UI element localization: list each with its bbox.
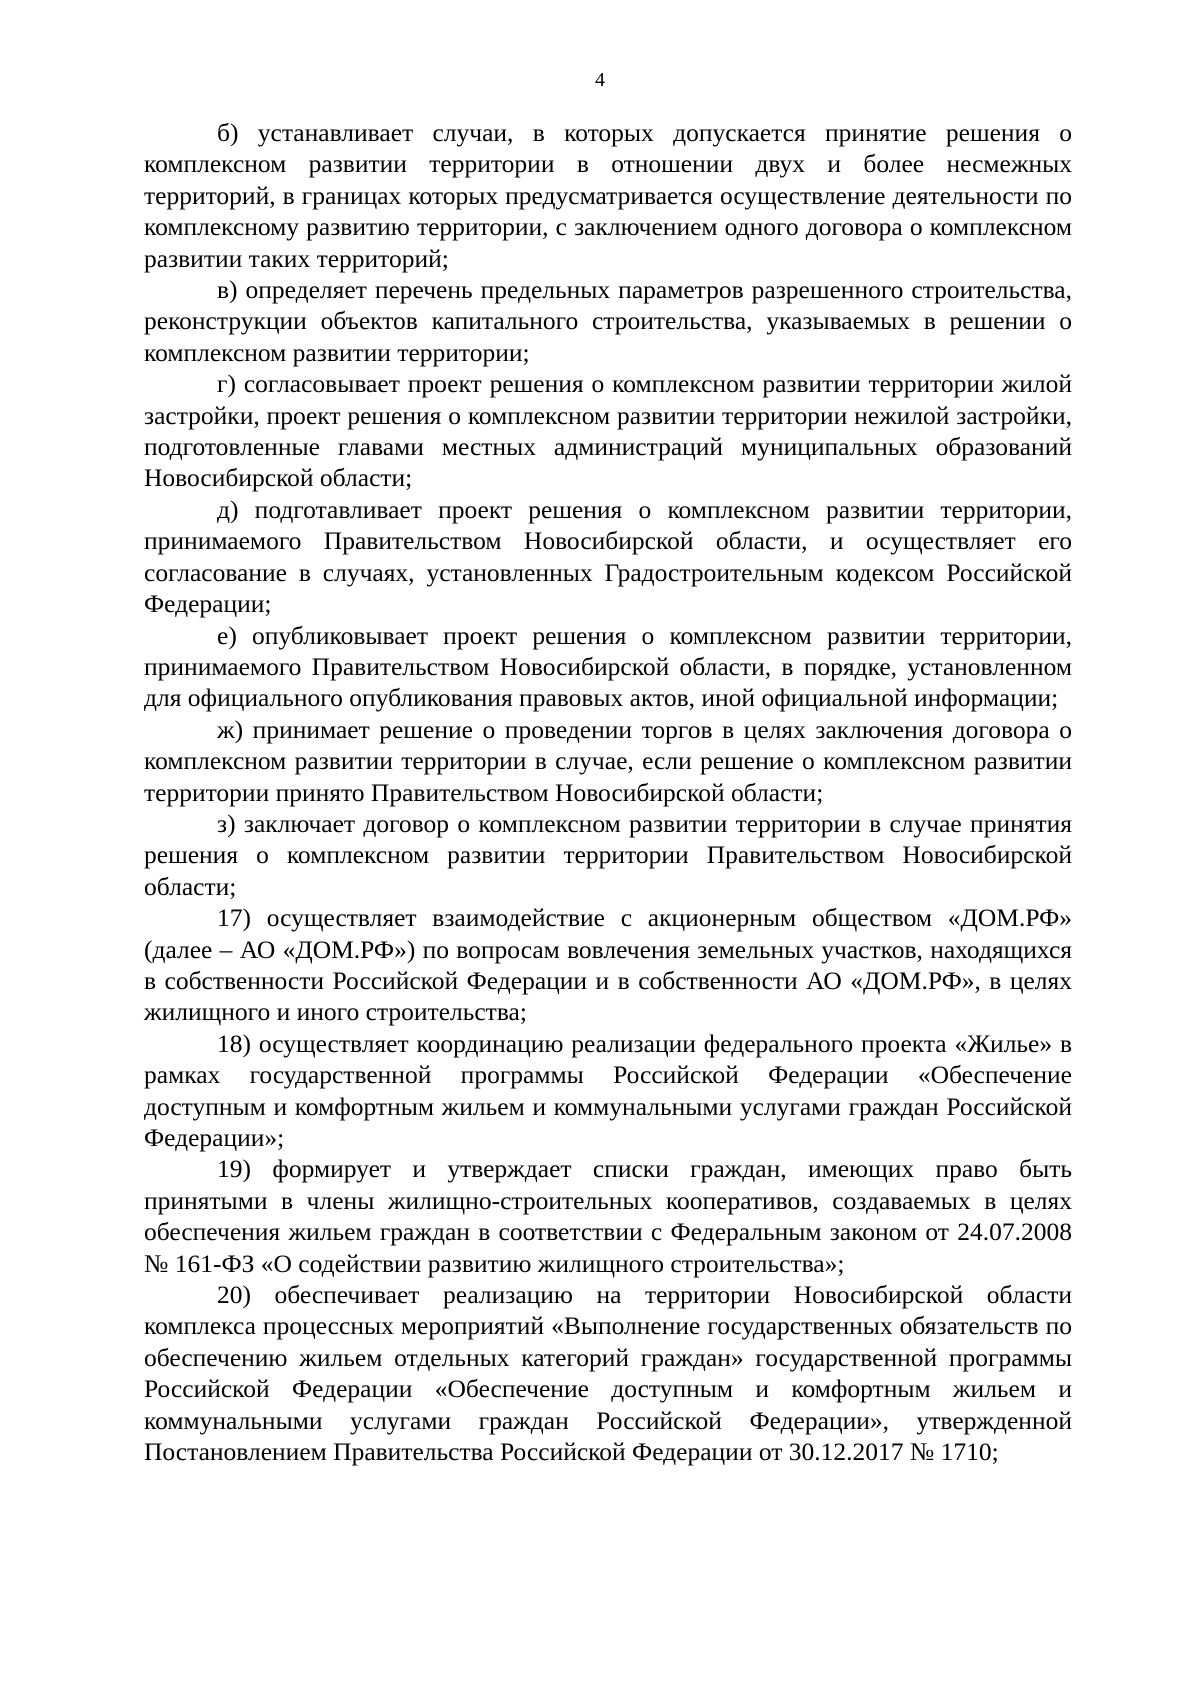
paragraph-item-b: б) устанавливает случаи, в которых допускается принятие решения о комплексном развитии территории в отношении двух и более несмежных территорий, в границах которых предусматривается осуществление деятельности по комплексному развитию территории, с заключением одного договора о комплексном развитии таких территорий; [144, 118, 1072, 273]
paragraph-item-e: е) опубликовывает проект решения о комплексном развитии территории, принимаемого Правительством Новосибирской области, в порядке, установленном для официального опубликования правовых актов, иной официальной информации; [144, 620, 1072, 713]
paragraph-item-d: д) подготавливает проект решения о комплексном развитии территории, принимаемого Правительством Новосибирской области, и осуществляет его согласование в случаях, установленных Градостроительным кодексом Российской Федерации; [144, 494, 1072, 619]
paragraph-19: 19) формирует и утверждает списки граждан, имеющих право быть принятыми в члены жилищно-строительных кооперативов, создаваемых в целях обеспечения жильем граждан в соответствии с Федеральным законом от 24.07.2008 № 161-ФЗ «О содействии развитию жилищного строительства»; [144, 1154, 1072, 1278]
page-number: 4 [595, 69, 605, 91]
document-body [144, 117, 1072, 1467]
paragraph-17: 17) осуществляет взаимодействие с акционерным обществом «ДОМ.РФ» (далее – АО «ДОМ.РФ») по вопросам вовлечения земельных участков, находящихся в собственности Российской Федерации и в собственности АО «ДОМ.РФ», в целях жилищного и иного строительства; [144, 903, 1072, 1027]
paragraph-item-v: в) определяет перечень предельных параметров разрешенного строительства, реконструкции объектов капитального строительства, указываемых в решении о комплексном развитии территории; [144, 275, 1072, 367]
paragraph-18: 18) осуществляет координацию реализации федерального проекта «Жилье» в рамках государственной программы Российской Федерации «Обеспечение доступным и комфортным жильем и коммунальными услугами граждан Российской Федерации»; [144, 1028, 1072, 1152]
paragraph-item-zh: ж) принимает решение о проведении торгов в целях заключения договора о комплексном развитии территории в случае, если решение о комплексном развитии территории принято Правительством Новосибирской области; [144, 714, 1072, 807]
paragraph-item-g: г) согласовывает проект решения о комплексном развитии территории жилой застройки, проект решения о комплексном развитии территории нежилой застройки, подготовленные главами местных администраций муниципальных образований Новосибирской области; [144, 369, 1072, 493]
paragraph-20: 20) обеспечивает реализацию на территории Новосибирской области комплекса процессных мероприятий «Выполнение государственных обязательств по обеспечению жильем отдельных категорий граждан» государственной программы Российской Федерации «Обеспечение доступным и комфортным жильем и коммунальными услугами граждан Российской Федерации», утвержденной Постановлением Правительства Российской Федерации от 30.12.2017 № 1710; [144, 1280, 1072, 1467]
paragraph-item-z: з) заключает договор о комплексном развитии территории в случае принятия решения о комплексном развитии территории Правительством Новосибирской области; [144, 808, 1072, 901]
